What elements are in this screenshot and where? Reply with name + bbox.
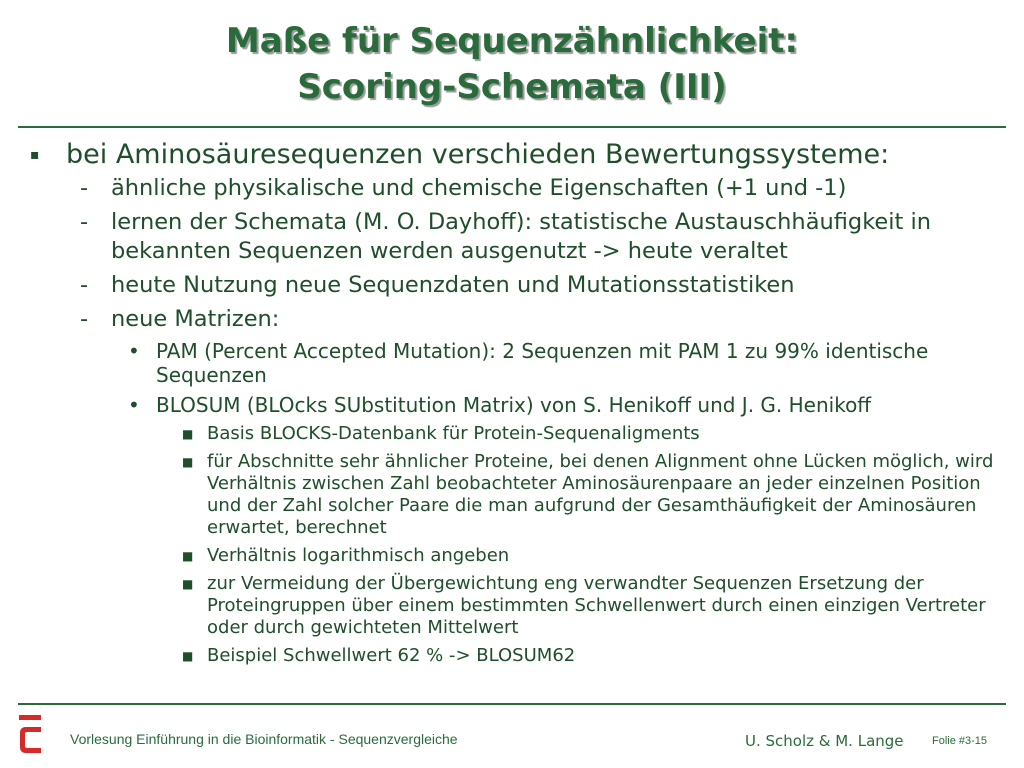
footer-course: Vorlesung Einführung in die Bioinformatik - Sequenzvergleiche xyxy=(70,731,458,747)
square-bullet-icon: ▪ xyxy=(30,147,40,163)
footer-divider xyxy=(18,703,1006,705)
title-divider xyxy=(18,126,1006,128)
matrix-item-text: BLOSUM (BLOcks SUbstitution Matrix) von S. Henikoff und J. G. Henikoff xyxy=(156,393,872,417)
round-bullet: • xyxy=(128,339,140,363)
blosum-detail-text: zur Vermeidung der Übergewichtung eng verwandter Sequenzen Ersetzung der Proteingruppen über einem bestimmten Schwellenwert durch einen einzigen Vertreter oder durch gewichteten Mittelwert xyxy=(207,573,986,638)
footer-slide-number: Folie #3-15 xyxy=(932,735,988,747)
small-square-bullet-icon: ■ xyxy=(182,577,194,591)
title-line-1: Maße für Sequenzähnlichkeit: xyxy=(225,21,799,61)
institution-logo-icon xyxy=(16,713,46,759)
sub-item-text: lernen der Schemata (M. O. Dayhoff): statistische Austauschhäufigkeit in bekannten Sequenzen werden ausgenutzt -> heute veraltet xyxy=(111,209,931,264)
blosum-detail-item xyxy=(30,645,1000,667)
small-square-bullet-icon: ■ xyxy=(182,427,194,441)
matrix-item-text: PAM (Percent Accepted Mutation): 2 Sequenzen mit PAM 1 zu 99% identische Sequenzen xyxy=(156,339,929,387)
sub-item xyxy=(30,305,1000,334)
main-bullet-text: bei Aminosäuresequenzen verschieden Bewertungssysteme: xyxy=(66,139,890,170)
title-line-2: Scoring-Schemata (III) xyxy=(297,67,727,107)
small-square-bullet-icon: ■ xyxy=(182,549,194,563)
sub-item-text: heute Nutzung neue Sequenzdaten und Mutationsstatistiken xyxy=(111,272,795,298)
sub-item xyxy=(30,208,1000,266)
dash-bullet: - xyxy=(80,209,89,235)
blosum-detail-text: Verhältnis logarithmisch angeben xyxy=(207,545,510,566)
main-bullet-item xyxy=(30,138,1000,172)
dash-bullet: - xyxy=(80,175,89,201)
matrix-item xyxy=(30,339,1000,387)
blosum-detail-text: für Abschnitte sehr ähnlicher Proteine, bei denen Alignment ohne Lücken möglich, wird Verhältnis zwischen Zahl beobachteter Aminosäurenpaare an jeder einzelnen Position und der Zahl solcher Paare die man aufgrund der Gesamthäufigkeit der Aminosäuren erwartet, berechnet xyxy=(207,451,994,538)
blosum-detail-item xyxy=(30,451,1000,539)
sub-item-text: ähnliche physikalische und chemische Eigenschaften (+1 und -1) xyxy=(111,175,847,201)
sub-item xyxy=(30,271,1000,300)
dash-bullet: - xyxy=(80,272,89,298)
slide-title xyxy=(0,18,1024,110)
small-square-bullet-icon: ■ xyxy=(182,649,194,663)
blosum-detail-item xyxy=(30,545,1000,567)
small-square-bullet-icon: ■ xyxy=(182,455,194,469)
blosum-detail-text: Basis BLOCKS-Datenbank für Protein-Sequenaligments xyxy=(207,423,700,444)
blosum-detail-text: Beispiel Schwellwert 62 % -> BLOSUM62 xyxy=(207,645,576,666)
blosum-detail-item xyxy=(30,573,1000,639)
blosum-detail-item xyxy=(30,423,1000,445)
slide-content xyxy=(30,138,1000,673)
matrix-item xyxy=(30,393,1000,417)
sub-item-text: neue Matrizen: xyxy=(111,306,280,332)
footer-authors: U. Scholz & M. Lange xyxy=(745,732,904,750)
round-bullet: • xyxy=(128,393,140,417)
dash-bullet: - xyxy=(80,306,89,332)
sub-item xyxy=(30,174,1000,203)
